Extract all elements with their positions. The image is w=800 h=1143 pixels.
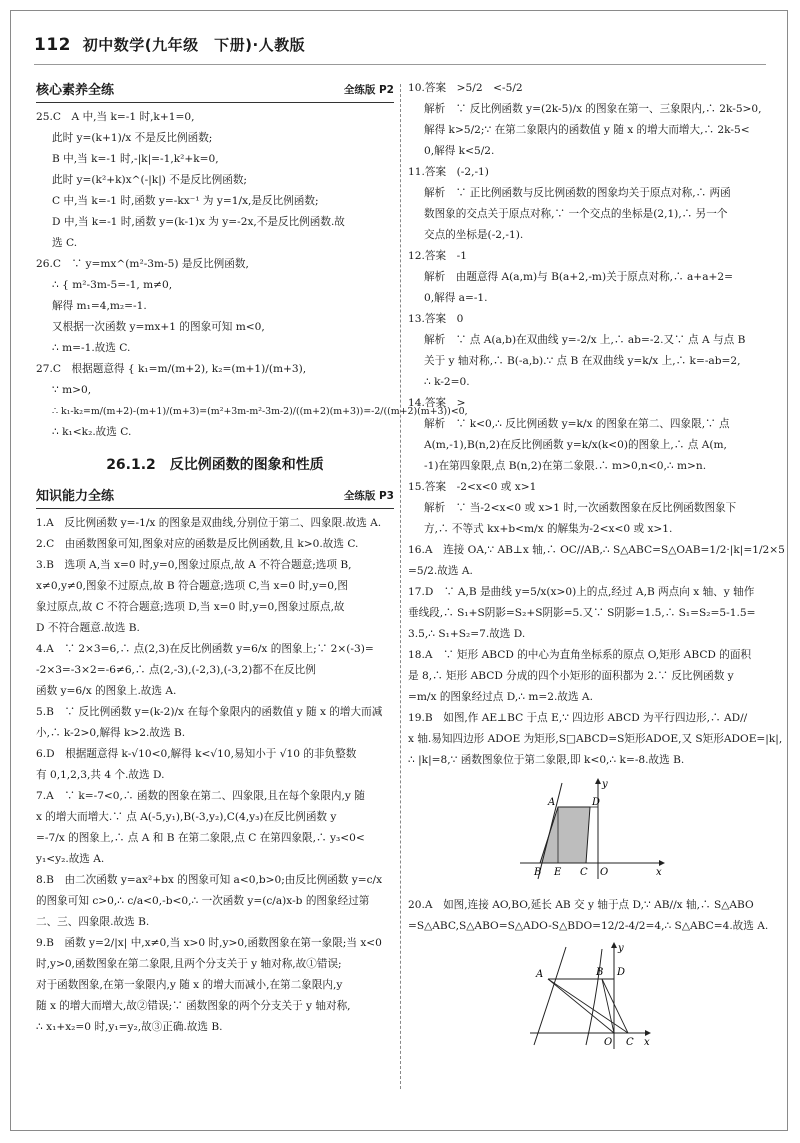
answer-line: 0,解得 a=-1. — [424, 292, 488, 304]
running-header — [34, 34, 305, 55]
answer-line: 27.C 根据题意得 { k₁=m/(m+2), k₂=(m+1)/(m+3), — [36, 363, 307, 375]
answer-line: x 的增大而增大.∵ 点 A(-5,y₁),B(-3,y₂),C(4,y₃)在反比例函数 y — [36, 811, 337, 823]
answer-line: 方,∴ 不等式 kx+b<m/x 的解集为-2<x<0 或 x>1. — [424, 523, 673, 535]
answer-line: 8.B 由二次函数 y=ax²+bx 的图象可知 a<0,b>0;由反比例函数 y=c/x — [36, 874, 383, 886]
answer-line: 解析 由题意得 A(a,m)与 B(a+2,-m)关于原点对称,∴ a+a+2= — [424, 271, 733, 283]
answer-line: x≠0,y≠0,图象不过原点,故 B 符合题意;选项 C,当 x=0 时,y=0,图 — [36, 580, 349, 592]
section-version: 全练版 P2 — [343, 84, 394, 96]
label-a: A — [548, 797, 556, 808]
answer-line: 13.答案 0 — [408, 313, 464, 325]
chapter-title: 26.1.2 反比例函数的图象和性质 — [106, 457, 324, 473]
answer-line: 1.A 反比例函数 y=-1/x 的图象是双曲线,分别位于第二、四象限.故选 A. — [36, 517, 382, 529]
answer-line: 是 8,∴ 矩形 ABCD 分成的四个小矩形的面积都为 2.∵ 反比例函数 y — [408, 670, 734, 682]
answer-line: 9.B 函数 y=2/|x| 中,x≠0,当 x>0 时,y>0,函数图象在第一象限;当 x<0 — [36, 937, 382, 949]
answer-line: 5.B ∵ 反比例函数 y=(k-2)/x 在每个象限内的函数值 y 随 x 的增大而减 — [36, 706, 383, 718]
answer-line: -2×3=-3×2=-6≠6,∴ 点(2,-3),(-2,3),(-3,2)都不在反比例 — [36, 664, 316, 676]
answer-line: 关于 y 轴对称,∴ B(-a,b).∵ 点 B 在双曲线 y=k/x 上,∴ k=-ab=2, — [424, 355, 741, 367]
answer-line: ∵ m>0, — [52, 384, 92, 396]
label-o: O — [600, 867, 609, 878]
answer-line: ∴ x₁+x₂=0 时,y₁=y₂,故③正确.故选 B. — [36, 1021, 223, 1033]
right-column — [408, 78, 785, 1065]
answer-line: ∴ |k|=8,∵ 函数图象位于第二象限,即 k<0,∴ k=-8.故选 B. — [408, 754, 685, 766]
answer-line: 解析 ∵ k<0,∴ 反比例函数 y=k/x 的图象在第二、四象限,∵ 点 — [424, 418, 730, 430]
answer-line: 对于函数图象,在第一象限内,y 随 x 的增大而减小,在第二象限内,y — [36, 979, 343, 991]
answer-line: 14.答案 > — [408, 397, 466, 409]
segment-ac — [548, 979, 628, 1033]
answer-line: 交点的坐标是(-2,-1). — [424, 229, 524, 241]
answer-line: C 中,当 k=-1 时,函数 y=-kx⁻¹ 为 y=1/x,是反比例函数; — [52, 195, 319, 207]
segment-bc — [602, 979, 628, 1033]
label-c: C — [626, 1037, 634, 1048]
figure-20 — [526, 941, 766, 1061]
answer-line: 19.B 如图,作 AE⊥BC 于点 E,∵ 四边形 ABCD 为平行四边形,∴ AD// — [408, 712, 748, 724]
answer-line: 又根据一次函数 y=mx+1 的图象可知 m<0, — [52, 321, 265, 333]
answer-line: =-7/x 的图象上,∴ 点 A 和 B 在第二象限,点 C 在第四象限,∴ y₃<0< — [36, 832, 365, 844]
x-axis-arrow — [645, 1030, 651, 1036]
answer-line: 此时 y=(k²+k)x^(-|k|) 不是反比例函数; — [52, 174, 247, 186]
answer-line: 18.A ∵ 矩形 ABCD 的中心为直角坐标系的原点 O,矩形 ABCD 的面积 — [408, 649, 752, 661]
book-title: 初中数学(九年级 下册)·人教版 — [82, 36, 306, 54]
answer-line: 选 C. — [52, 237, 78, 249]
answer-line: 26.C ∵ y=mx^(m²-3m-5) 是反比例函数, — [36, 258, 249, 270]
label-b: B — [534, 867, 542, 878]
label-d: D — [617, 967, 626, 978]
answer-line: 解得 m₁=4,m₂=-1. — [52, 300, 147, 312]
answer-line: 7.A ∵ k=-7<0,∴ 函数的图象在第二、四象限,且在每个象限内,y 随 — [36, 790, 365, 802]
section-version: 全练版 P3 — [343, 490, 394, 502]
answer-line: 小,∴ k-2>0,解得 k>2.故选 B. — [36, 727, 186, 739]
answer-line: 垂线段,∴ S₁+S阴影=S₂+S阴影=5.又∵ S阴影=1.5,∴ S₁=S₂=5-1.5= — [408, 607, 756, 619]
answer-line: 解析 ∵ 点 A(a,b)在双曲线 y=-2/x 上,∴ ab=-2.又∵ 点 A 与点 B — [424, 334, 746, 346]
answer-line: 20.A 如图,连接 AO,BO,延长 AB 交 y 轴于点 D,∵ AB//x 轴,∴ S△ABO — [408, 899, 754, 911]
answer-line: 函数 y=6/x 的图象上.故选 A. — [36, 685, 177, 697]
answer-line: 15.答案 -2<x<0 或 x>1 — [408, 481, 537, 493]
answer-line: ∴ k₁<k₂.故选 C. — [52, 426, 132, 438]
parallelogram-abcd — [540, 807, 590, 863]
answer-line: ∴ k-2=0. — [424, 376, 470, 388]
label-d: D — [592, 797, 601, 808]
hyperbola-inner — [586, 949, 602, 1045]
label-y: y — [602, 779, 608, 790]
answer-line: A(m,-1),B(n,2)在反比例函数 y=k/x(k<0)的图象上,∴ 点 A(m, — [424, 439, 727, 451]
section-heading-knowledge — [36, 486, 394, 509]
answer-line: ∴ m=-1.故选 C. — [52, 342, 131, 354]
header-rule — [34, 64, 766, 65]
y-axis-arrow — [611, 942, 617, 948]
answer-line: ∴ { m²-3m-5=-1, m≠0, — [52, 279, 173, 291]
answer-line: 17.D ∵ A,B 是曲线 y=5/x(x>0)上的点,经过 A,B 两点向 x 轴、y 轴作 — [408, 586, 755, 598]
answer-line: -1)在第四象限,点 B(n,2)在第二象限.∴ m>0,n<0,∴ m>n. — [424, 460, 707, 472]
answer-line: D 中,当 k=-1 时,函数 y=(k-1)x 为 y=-2x,不是反比例函数.故 — [52, 216, 345, 228]
answer-line: 10.答案 >5/2 <-5/2 — [408, 82, 523, 94]
answer-line: 3.B 选项 A,当 x=0 时,y=0,图象过原点,故 A 不符合题意;选项 B, — [36, 559, 352, 571]
page-number: 112 — [34, 35, 71, 55]
label-x: x — [644, 1037, 650, 1048]
answer-line: 16.A 连接 OA,∵ AB⊥x 轴,∴ OC//AB,∴ S△ABC=S△OAB=1/2·|k|=1/2×5 — [408, 544, 785, 556]
section-heading-core — [36, 80, 394, 103]
section-title: 知识能力全练 — [36, 489, 115, 504]
hyperbola-outer — [534, 947, 566, 1045]
answer-line: 4.A ∵ 2×3=6,∴ 点(2,3)在反比例函数 y=6/x 的图象上;∵ 2×(-3)= — [36, 643, 374, 655]
x-axis-arrow — [659, 860, 665, 866]
answer-line: 解析 ∵ 当-2<x<0 或 x>1 时,一次函数图象在反比例函数图象下 — [424, 502, 737, 514]
label-o: O — [604, 1037, 613, 1048]
label-a: A — [536, 969, 544, 980]
answer-line: 二、三、四象限.故选 B. — [36, 916, 150, 928]
answer-line: 随 x 的增大而增大,故②错误;∵ 函数图象的两个分支关于 y 轴对称, — [36, 1000, 351, 1012]
y-axis-arrow — [595, 778, 601, 784]
answer-line: 时,y>0,函数图象在第二象限,且两个分支关于 y 轴对称,故①错误; — [36, 958, 342, 970]
answer-line: 的图象可知 c>0,∴ c/a<0,-b<0,∴ 一次函数 y=(c/a)x-b 的图象经过第 — [36, 895, 370, 907]
answer-line: 25.C A 中,当 k=-1 时,k+1=0, — [36, 111, 195, 123]
label-y: y — [618, 943, 624, 954]
answer-line: =m/x 的图象经过点 D,∴ m=2.故选 A. — [408, 691, 593, 703]
answer-line: 0,解得 k<5/2. — [424, 145, 495, 157]
label-e: E — [554, 867, 562, 878]
column-divider — [400, 84, 401, 1089]
answer-line: B 中,当 k=-1 时,-|k|=-1,k²+k=0, — [52, 153, 219, 165]
answer-line: 解得 k>5/2;∵ 在第二象限内的函数值 y 随 x 的增大而增大,∴ 2k-5< — [424, 124, 750, 136]
answer-line: 11.答案 (-2,-1) — [408, 166, 489, 178]
section-title: 核心素养全练 — [36, 83, 115, 98]
answer-line: y₁<y₂.故选 A. — [36, 853, 105, 865]
label-c: C — [580, 867, 588, 878]
answer-line: ∴ k₁-k₂=m/(m+2)-(m+1)/(m+3)=(m²+3m-m²-3m-2)/((m+2)(m+3))=-2/((m+2)(m+3))<0, — [52, 406, 468, 417]
answer-line: 3.5,∴ S₁+S₂=7.故选 D. — [408, 628, 526, 640]
answer-line: 2.C 由函数图象可知,图象对应的函数是反比例函数,且 k>0.故选 C. — [36, 538, 359, 550]
answer-line: =S△ABC,S△ABO=S△ADO-S△BDO=12/2-4/2=4,∴ S△ABC=4.故选 A. — [408, 920, 769, 932]
answer-line: 数图象的交点关于原点对称,∵ 一个交点的坐标是(2,1),∴ 另一个 — [424, 208, 728, 220]
answer-line: 有 0,1,2,3,共 4 个.故选 D. — [36, 769, 165, 781]
answer-line: x 轴.易知四边形 ADOE 为矩形,S□ABCD=S矩形ADOE,又 S矩形ADOE=|k|, — [408, 733, 783, 745]
answer-line: 象过原点,故 C 不符合题意;选项 D,当 x=0 时,y=0,图象过原点,故 — [36, 601, 345, 613]
answer-line: 解析 ∵ 正比例函数与反比例函数的图象均关于原点对称,∴ 两函 — [424, 187, 731, 199]
answer-line: 解析 ∵ 反比例函数 y=(2k-5)/x 的图象在第一、三象限内,∴ 2k-5>0, — [424, 103, 762, 115]
figure-19-diagram — [510, 775, 670, 883]
answer-line: =5/2.故选 A. — [408, 565, 473, 577]
label-x: x — [656, 867, 662, 878]
label-b: B — [596, 967, 604, 978]
answer-line: 此时 y=(k+1)/x 不是反比例函数; — [52, 132, 213, 144]
figure-20-diagram — [526, 941, 656, 1053]
figure-19 — [510, 775, 766, 891]
answer-line: 12.答案 -1 — [408, 250, 467, 262]
answer-line: 6.D 根据题意得 k-√10<0,解得 k<√10,易知小于 √10 的非负整数 — [36, 748, 357, 760]
answer-line: D 不符合题意.故选 B. — [36, 622, 140, 634]
